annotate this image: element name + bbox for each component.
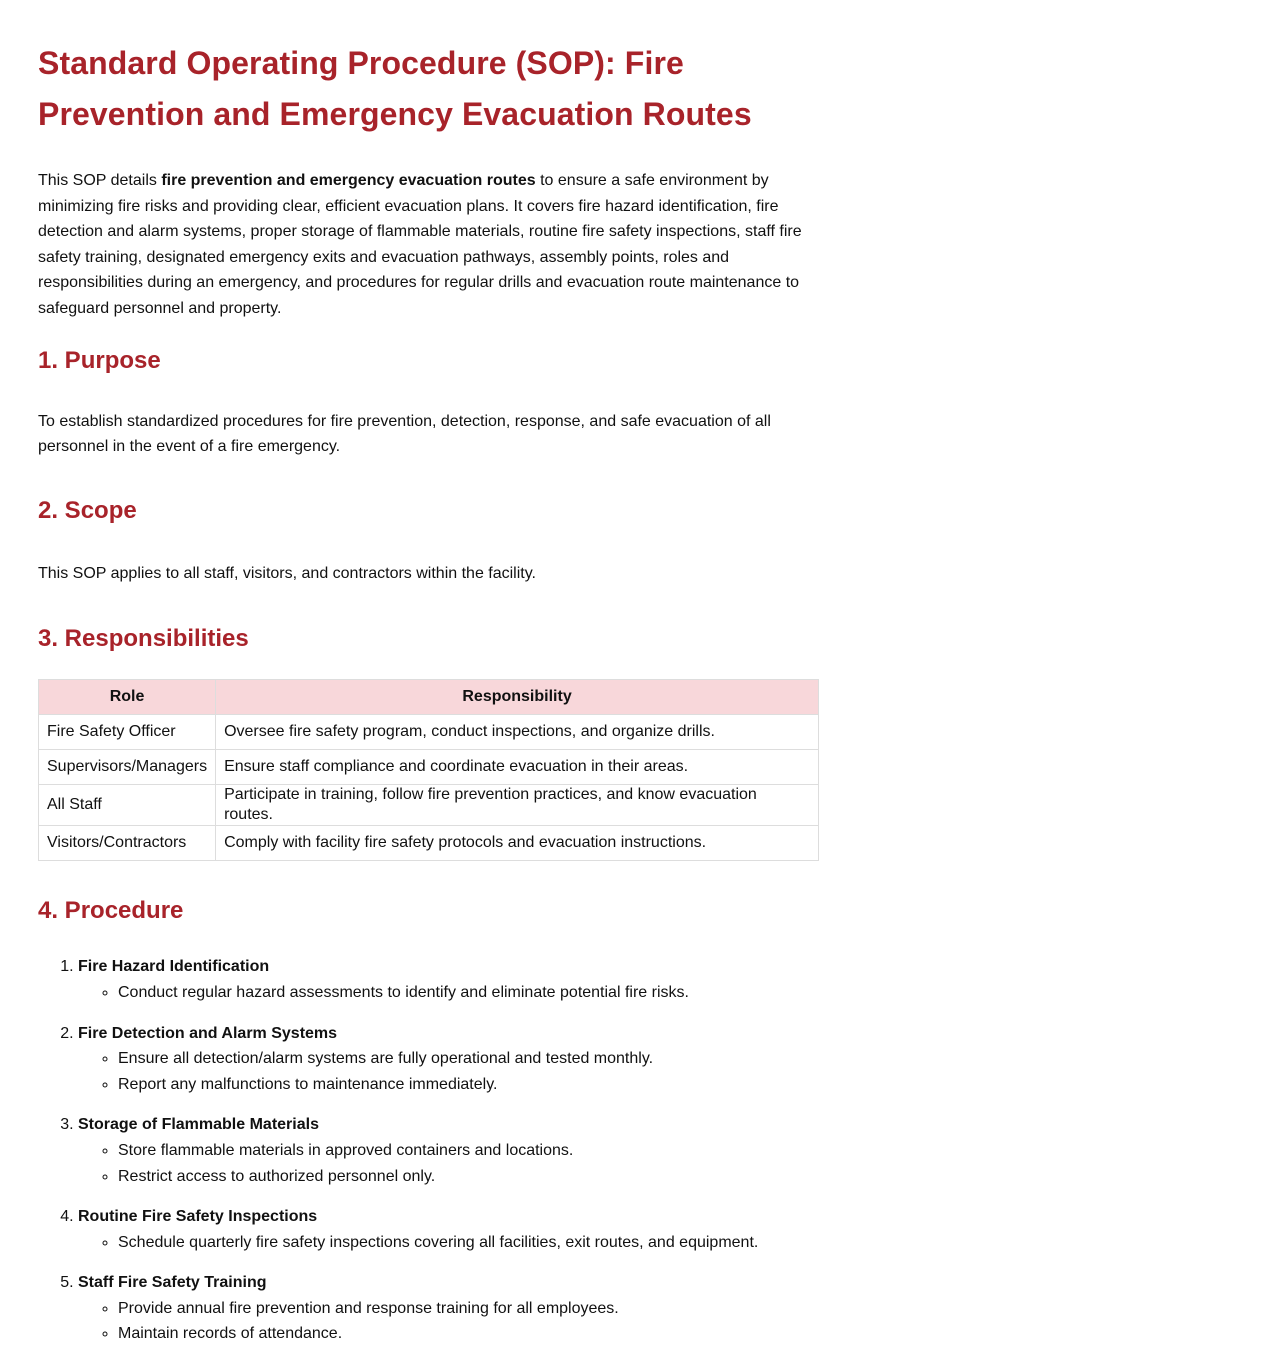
table-header-row	[39, 680, 819, 715]
list-item: ◦ Schedule quarterly fire safety inspections covering all facilities, exit routes, and equipment.	[118, 1230, 819, 1256]
intro-suffix: to ensure a safe environment by minimizing fire risks and providing clear, efficient evacuation plans. It covers fire hazard identification, fire detection and alarm systems, proper storage of flammable materials, routine fire safety inspections, staff fire safety training, designated emergency exits and evacuation pathways, assembly points, roles and responsibilities during an emergency, and procedures for regular drills and evacuation route maintenance to safeguard personnel and property.	[38, 172, 802, 317]
procedure-step	[78, 1021, 819, 1098]
responsibility-cell: Participate in training, follow fire prevention practices, and know evacuation routes.	[216, 785, 819, 826]
list-item: ◦ Report any malfunctions to maintenance immediately.	[118, 1072, 819, 1098]
step-items	[78, 1138, 819, 1189]
step-items	[78, 1046, 819, 1097]
table-row	[39, 715, 819, 750]
column-header-role: Role	[39, 680, 216, 715]
responsibilities-table	[38, 679, 819, 861]
step-items	[78, 1230, 819, 1256]
step-title: Staff Fire Safety Training	[78, 1274, 267, 1292]
list-item: ◦ Store flammable materials in approved containers and locations.	[118, 1138, 819, 1164]
scope-heading: 2. Scope	[38, 496, 137, 524]
role-cell: Fire Safety Officer	[39, 715, 216, 750]
sop-document	[38, 0, 819, 1343]
intro-bold: fire prevention and emergency evacuation routes	[161, 172, 536, 189]
step-title: Routine Fire Safety Inspections	[78, 1208, 318, 1226]
scope-text: This SOP applies to all staff, visitors, and contractors within the facility.	[38, 564, 536, 582]
step-items	[78, 1296, 819, 1347]
responsibility-cell: Comply with facility fire safety protocols and evacuation instructions.	[216, 826, 819, 861]
table-row	[39, 750, 819, 785]
responsibilities-heading: 3. Responsibilities	[38, 625, 249, 653]
page-title: Standard Operating Procedure (SOP): Fire Prevention and Emergency Evacuation Routes	[38, 45, 752, 132]
list-item: ◦ Conduct regular hazard assessments to identify and eliminate potential fire risks.	[118, 980, 819, 1006]
step-title: Fire Detection and Alarm Systems	[78, 1024, 338, 1042]
list-item: ◦ Maintain records of attendance.	[118, 1321, 819, 1347]
role-cell: Visitors/Contractors	[39, 826, 216, 861]
purpose-text: To establish standardized procedures for fire prevention, detection, response, and safe evacuation of all personnel in the event of a fire emergency.	[38, 412, 771, 456]
procedure-step	[78, 1204, 819, 1255]
purpose-heading: 1. Purpose	[38, 346, 161, 374]
table-row	[39, 826, 819, 861]
step-title: Fire Hazard Identification	[78, 958, 270, 976]
table-row	[39, 785, 819, 826]
column-header-responsibility: Responsibility	[216, 680, 819, 715]
list-item: ◦ Ensure all detection/alarm systems are fully operational and tested monthly.	[118, 1046, 819, 1072]
procedure-steps	[38, 954, 819, 1347]
procedure-heading: 4. Procedure	[38, 897, 184, 925]
intro-prefix: This SOP details	[38, 172, 162, 189]
intro-paragraph	[38, 168, 819, 322]
list-item: ◦ Provide annual fire prevention and response training for all employees.	[118, 1296, 819, 1322]
procedure-step	[78, 1112, 819, 1189]
role-cell: Supervisors/Managers	[39, 750, 216, 785]
step-items	[78, 980, 819, 1006]
step-title: Storage of Flammable Materials	[78, 1116, 319, 1134]
responsibility-cell: Ensure staff compliance and coordinate evacuation in their areas.	[216, 750, 819, 785]
list-item: ◦ Restrict access to authorized personnel only.	[118, 1164, 819, 1190]
procedure-step	[78, 1270, 819, 1347]
responsibility-cell: Oversee fire safety program, conduct inspections, and organize drills.	[216, 715, 819, 750]
role-cell: All Staff	[39, 785, 216, 826]
procedure-step	[78, 954, 819, 1005]
